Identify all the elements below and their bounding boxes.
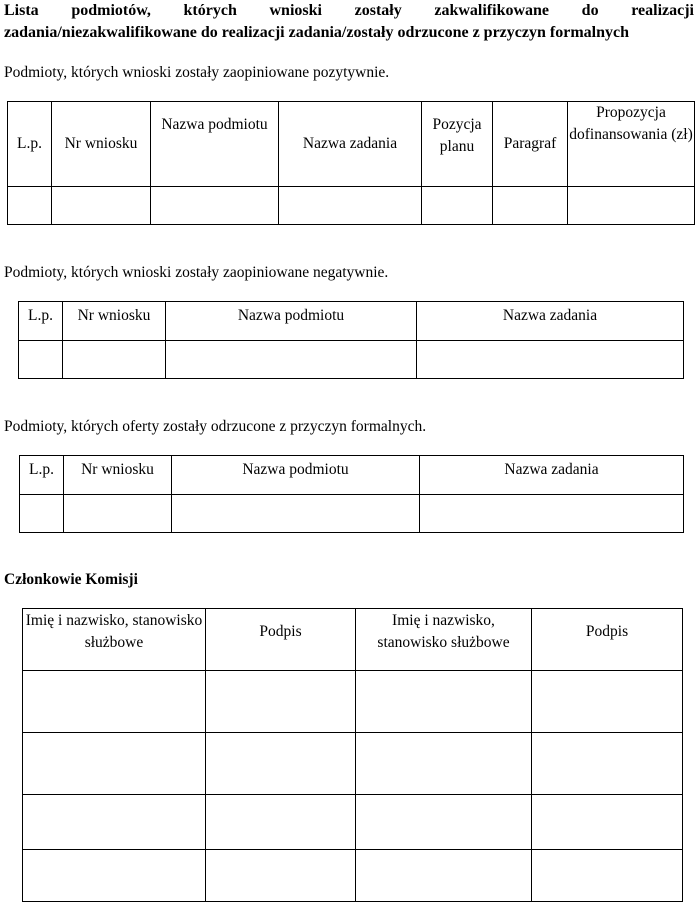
title-word: realizacji [631, 2, 694, 19]
header-nr-wniosku: Nr wniosku [64, 456, 172, 495]
header-member-name: Imię i nazwisko, stanowisko służbowe [23, 609, 206, 671]
table-cell[interactable] [172, 495, 420, 533]
title-word: zostały [354, 2, 402, 19]
header-member-name: Imię i nazwisko, stanowisko służbowe [356, 609, 532, 671]
table-cell[interactable] [493, 187, 568, 225]
table-row [23, 733, 683, 795]
header-nazwa-podmiotu: Nazwa podmiotu [166, 302, 417, 341]
table-row [23, 795, 683, 850]
table-cell[interactable] [532, 850, 683, 902]
table-cell[interactable] [23, 671, 206, 733]
header-paragraf: Paragraf [493, 102, 568, 187]
table-cell[interactable] [166, 341, 417, 379]
title-word: których [183, 2, 237, 19]
table-cell[interactable] [417, 341, 684, 379]
header-lp: L.p. [20, 456, 64, 495]
header-propozycja: Propozycja dofinansowania (zł) [568, 102, 695, 187]
table-row [20, 495, 684, 533]
header-lp: L.p. [19, 302, 63, 341]
header-pozycja-planu: Pozycja planu [422, 102, 493, 187]
table-row [19, 341, 684, 379]
table-row [23, 850, 683, 902]
table-cell[interactable] [568, 187, 695, 225]
title-line-2: zadania/niezakwalifikowane do realizacji zadania/zostały odrzucone z przyczyn formalnych [4, 24, 629, 41]
table-cell[interactable] [52, 187, 151, 225]
table-cell[interactable] [63, 341, 166, 379]
table-cell[interactable] [279, 187, 422, 225]
rejected-table [19, 455, 684, 533]
header-nazwa-zadania: Nazwa zadania [420, 456, 684, 495]
rejected-section-label: Podmioty, których oferty zostały odrzucone z przyczyn formalnych. [4, 418, 427, 435]
table-cell[interactable] [206, 733, 356, 795]
title-word: wnioski [269, 2, 322, 19]
positive-table [7, 101, 695, 225]
table-cell[interactable] [356, 850, 532, 902]
table-cell[interactable] [356, 733, 532, 795]
table-cell[interactable] [356, 671, 532, 733]
table-cell[interactable] [356, 795, 532, 850]
document-title [4, 0, 694, 44]
table-row [23, 671, 683, 733]
negative-table [18, 301, 684, 379]
positive-section-label: Podmioty, których wnioski zostały zaopiniowane pozytywnie. [4, 64, 390, 81]
header-nazwa-podmiotu: Nazwa podmiotu [151, 102, 279, 187]
table-cell[interactable] [151, 187, 279, 225]
table-cell[interactable] [23, 733, 206, 795]
title-word: Lista [4, 2, 39, 19]
table-cell[interactable] [206, 850, 356, 902]
header-signature: Podpis [532, 609, 683, 671]
table-cell[interactable] [23, 850, 206, 902]
negative-section-label: Podmioty, których wnioski zostały zaopiniowane negatywnie. [4, 264, 389, 281]
table-cell[interactable] [206, 671, 356, 733]
table-cell[interactable] [532, 733, 683, 795]
table-cell[interactable] [23, 795, 206, 850]
header-signature: Podpis [206, 609, 356, 671]
table-row [8, 187, 695, 225]
committee-label: Członkowie Komisji [4, 571, 138, 588]
table-cell[interactable] [64, 495, 172, 533]
table-cell[interactable] [532, 671, 683, 733]
header-nazwa-podmiotu: Nazwa podmiotu [172, 456, 420, 495]
table-cell[interactable] [19, 341, 63, 379]
header-lp: L.p. [8, 102, 52, 187]
title-word: zakwalifikowane [434, 2, 550, 19]
table-cell[interactable] [8, 187, 52, 225]
title-line-1 [4, 0, 694, 22]
table-cell[interactable] [532, 795, 683, 850]
title-word: podmiotów, [71, 2, 151, 19]
table-cell[interactable] [422, 187, 493, 225]
table-cell[interactable] [20, 495, 64, 533]
header-nr-wniosku: Nr wniosku [63, 302, 166, 341]
header-nazwa-zadania: Nazwa zadania [417, 302, 684, 341]
table-cell[interactable] [420, 495, 684, 533]
table-cell[interactable] [206, 795, 356, 850]
header-nazwa-zadania: Nazwa zadania [279, 102, 422, 187]
committee-table [22, 608, 683, 902]
header-nr-wniosku: Nr wniosku [52, 102, 151, 187]
title-word: do [581, 2, 599, 19]
